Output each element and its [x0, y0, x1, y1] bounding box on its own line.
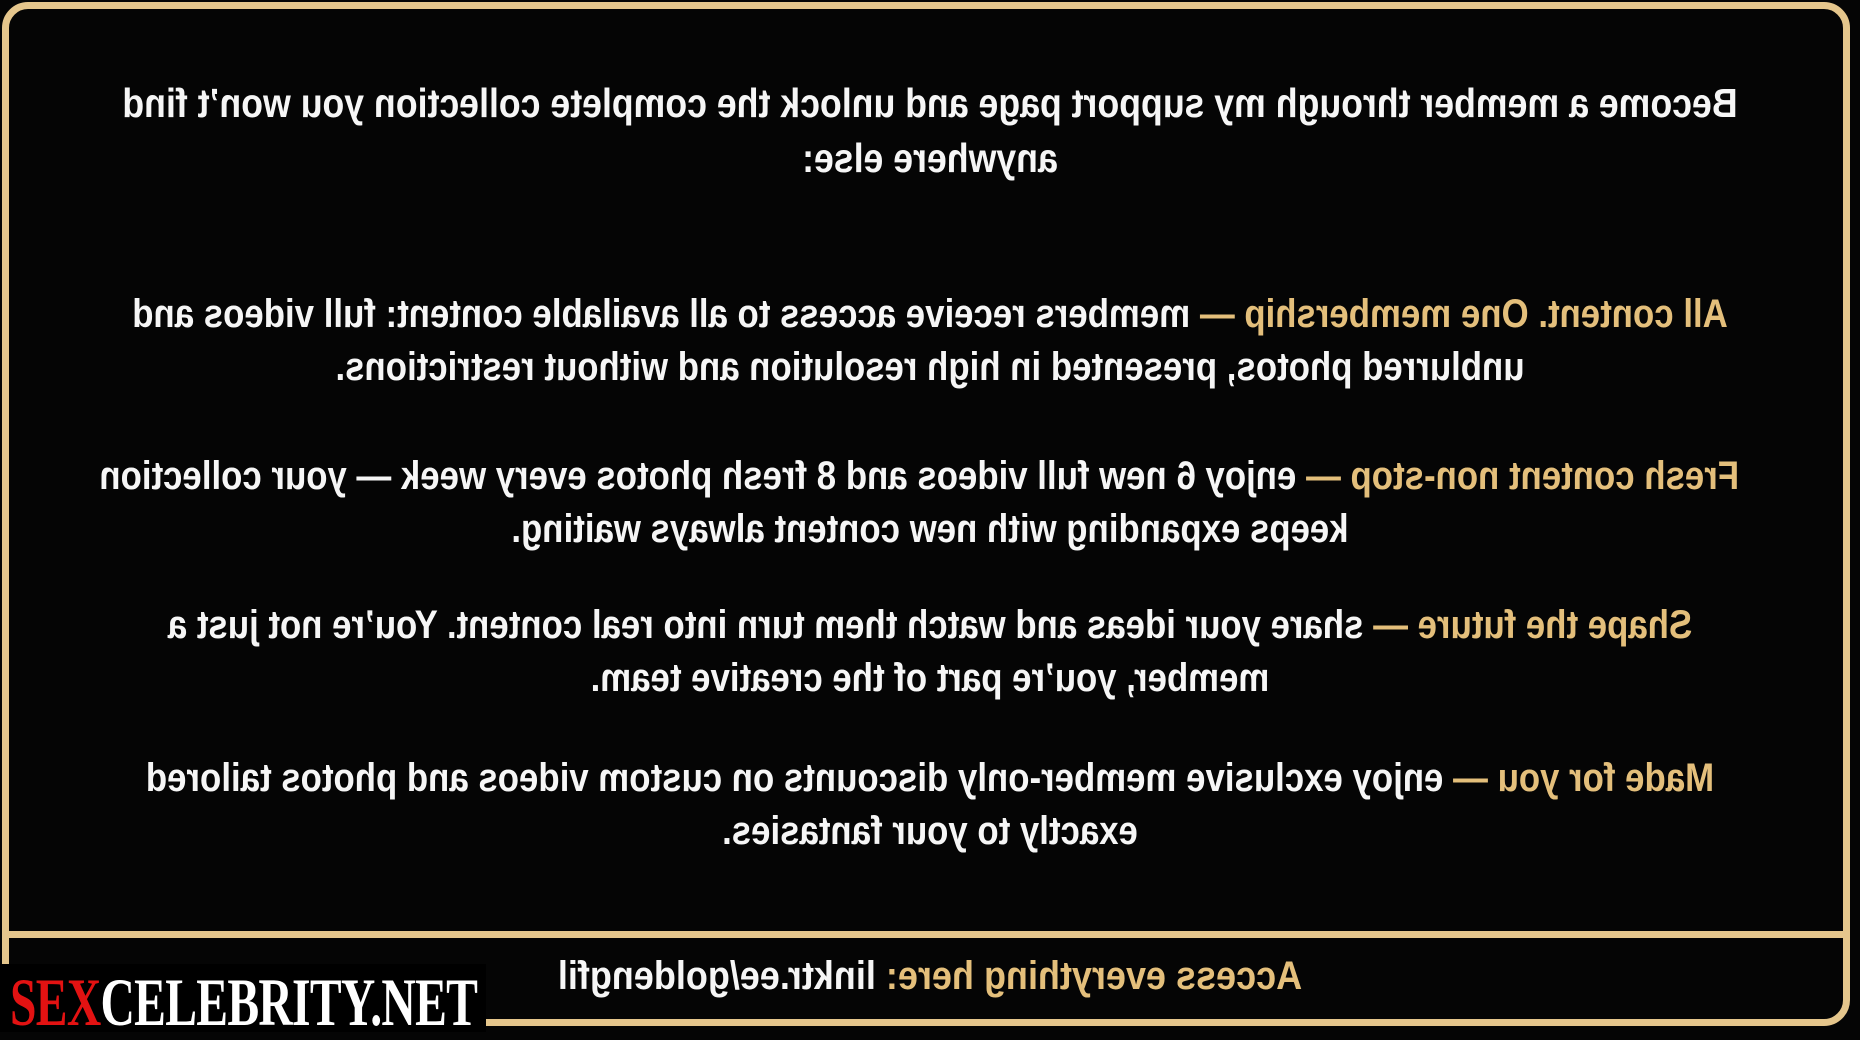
headline-line-2: anywhere else: — [802, 135, 1058, 181]
benefit-line-2: member, you’re part of the creative team. — [590, 656, 1270, 700]
benefit-text: enjoy exclusive member-only discounts on custom videos and photos tailored — [145, 756, 1454, 800]
watermark-prefix: SEX — [10, 964, 101, 1040]
benefit-line-1 — [121, 288, 1739, 341]
benefit-paragraph-shape-future — [0, 599, 1860, 705]
headline — [0, 0, 1860, 186]
footer-cta-label: Access everything here: — [875, 954, 1303, 998]
benefit-line-2: unblurred photos, presented in high resolution and without restrictions. — [335, 345, 1525, 389]
footer-link: linktr.ee/goldengfil — [557, 954, 876, 998]
benefit-paragraph-fresh-content — [0, 450, 1860, 556]
benefit-paragraph-all-content — [0, 288, 1860, 394]
benefit-text: share your ideas and watch them turn into real content. You’re not just a — [167, 603, 1374, 647]
headline-line-1: Become a member through my support page and unlock the complete collection you won’t find — [122, 80, 1738, 126]
watermark — [10, 964, 478, 1040]
divider-line — [9, 931, 1845, 938]
watermark-suffix: CELEBRITY.NET — [100, 964, 478, 1040]
benefit-lead: All content. One membership — — [1199, 292, 1728, 336]
benefit-paragraph-made-for-you — [0, 752, 1860, 858]
benefit-lead: Made for you — — [1453, 756, 1715, 800]
benefit-text: members receive access to all available content: full videos and — [132, 292, 1200, 336]
benefit-line-1 — [121, 599, 1739, 652]
benefit-line-2: keeps expanding with new content always waiting. — [511, 507, 1349, 551]
benefit-line-2: exactly to your fantasies. — [722, 809, 1138, 853]
benefit-lead: Fresh content non-stop — — [1306, 454, 1740, 498]
benefit-lead: Shape the future — — [1373, 603, 1693, 647]
benefit-text: enjoy 6 new full videos and 8 fresh photos every week — your collection — [99, 454, 1307, 498]
benefit-line-1 — [121, 752, 1739, 805]
benefit-line-1 — [99, 450, 1740, 503]
